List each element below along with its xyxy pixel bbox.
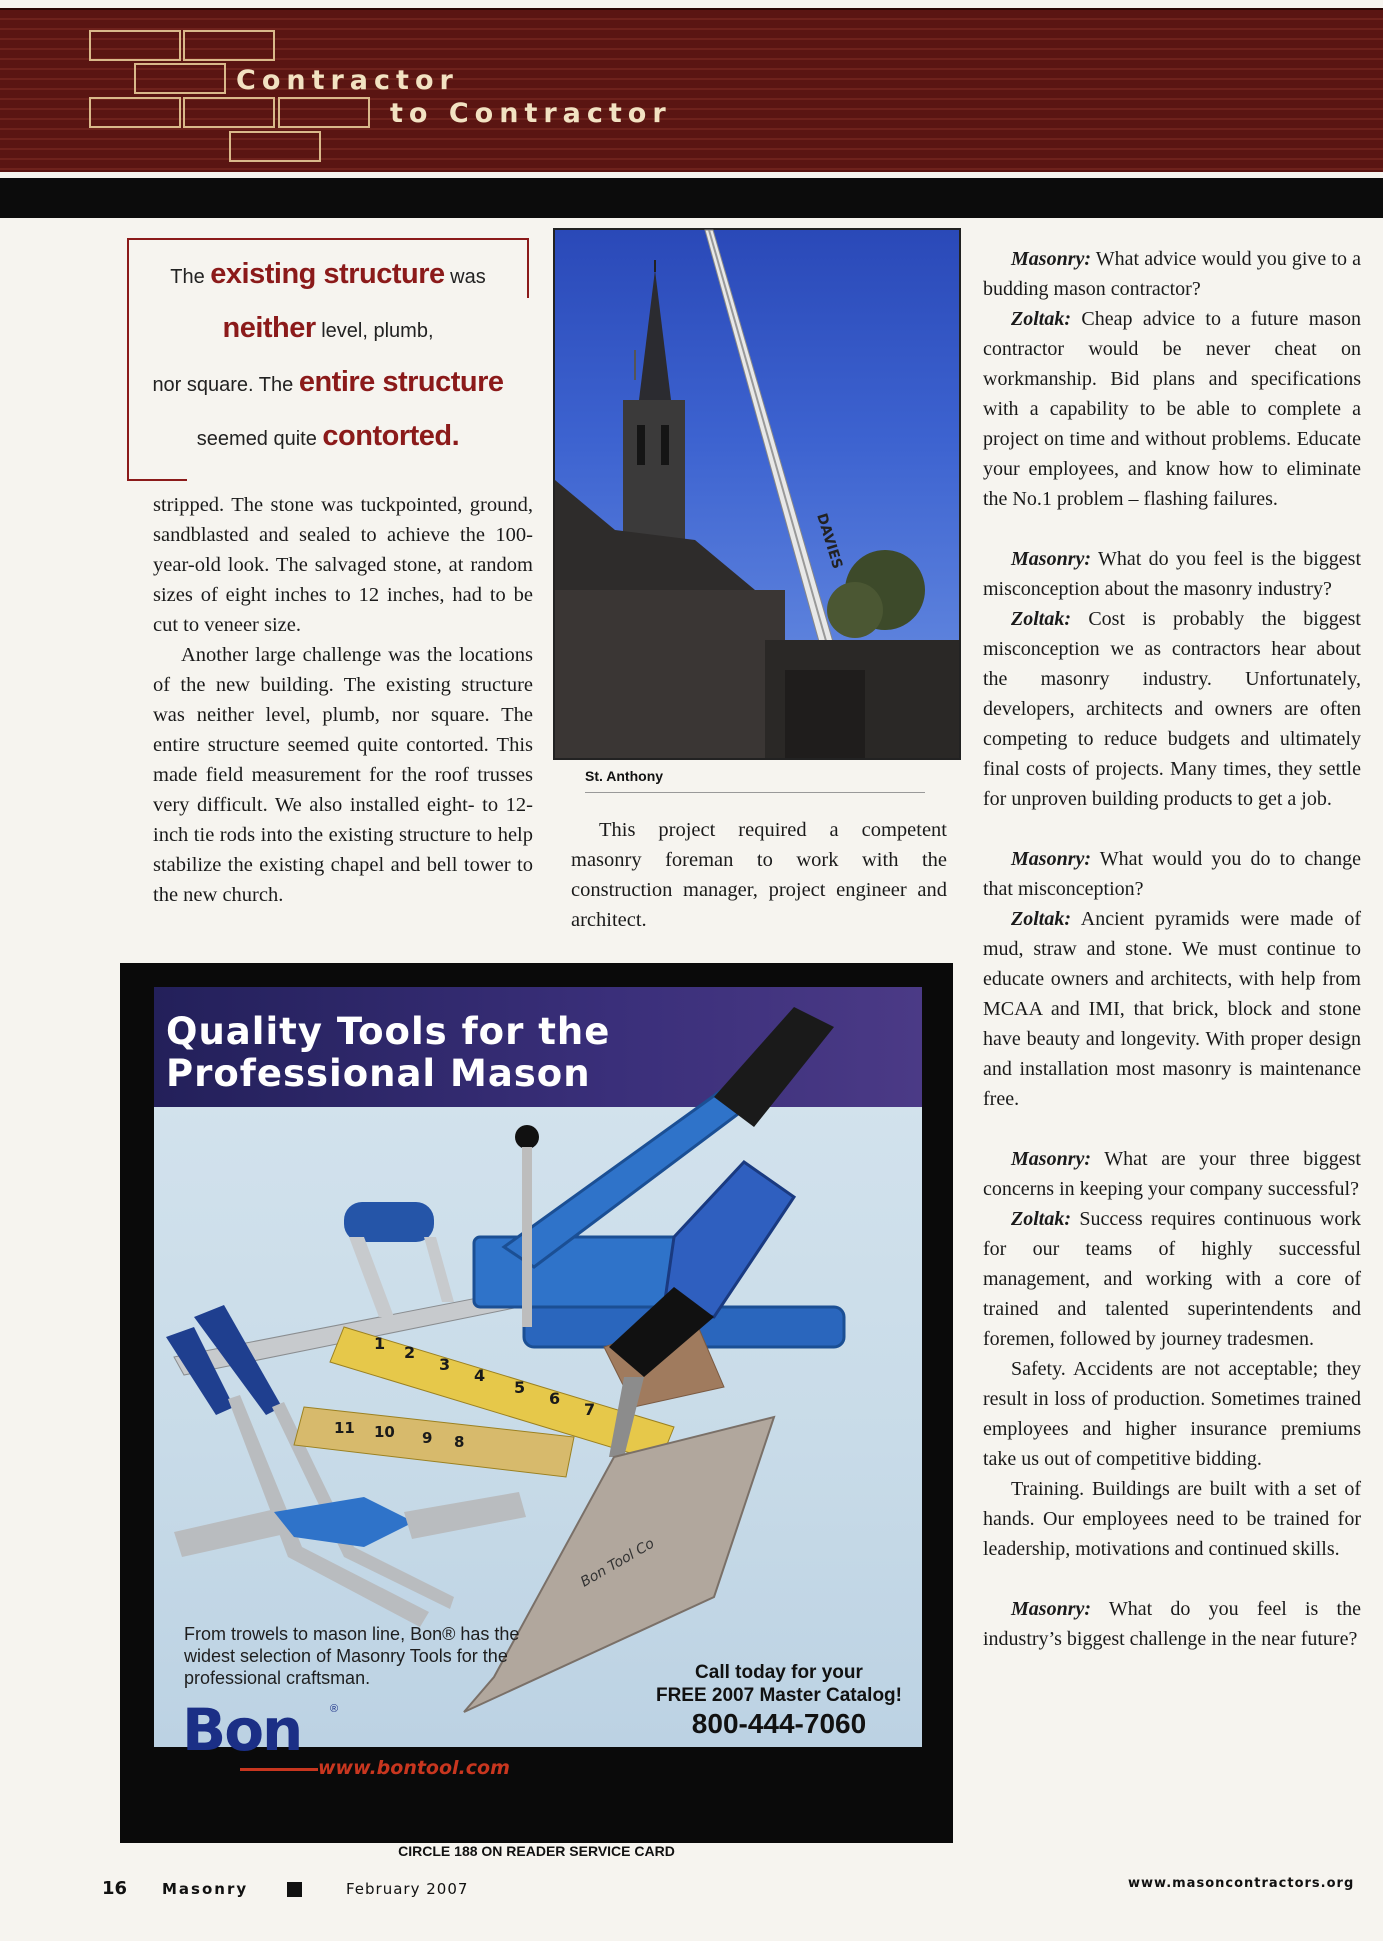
pq-text: was	[444, 266, 486, 288]
ruler-mark: 9	[422, 1429, 433, 1447]
banner-brick	[278, 97, 370, 128]
body-paragraph: This project required a competent masonry foreman to work with the construction manager, project engineer and architect.	[571, 819, 947, 931]
pull-quote	[127, 238, 527, 481]
banner-brick	[229, 131, 321, 162]
interview-answer	[983, 604, 1361, 814]
banner-brick	[183, 97, 275, 128]
pq-text: The	[170, 266, 211, 288]
interview-answer	[983, 904, 1361, 1114]
interview-question	[983, 844, 1361, 904]
section-title-line2: to Contractor	[390, 98, 672, 129]
pq-text: seemed quite	[196, 428, 323, 450]
bon-logo: Bon	[182, 1696, 302, 1764]
banner-brick	[89, 97, 181, 128]
banner-brick	[183, 30, 275, 61]
ad-website-link[interactable]: www.bontool.com	[318, 1757, 510, 1779]
ruler-mark: 1	[374, 1334, 386, 1353]
body-paragraph: stripped. The stone was tuckpointed, ground, sandblasted and sealed to achieve the 100-year-old look. The salvaged stone, at random sizes of eight inches to 12 inches, had to be cut to veneer size.	[153, 494, 533, 636]
ruler-mark: 2	[404, 1343, 416, 1362]
question-text: What are your three biggest concerns in keeping your company successful?	[983, 1148, 1361, 1200]
speaker-label: Zoltak:	[1011, 908, 1071, 930]
interview-question	[983, 1144, 1361, 1204]
interview-answer	[983, 304, 1361, 514]
trowel-engraving: Bon Tool Co	[578, 1535, 658, 1591]
article-column-1	[153, 490, 533, 910]
interview-answer	[983, 1204, 1361, 1354]
section-banner	[0, 8, 1383, 172]
footer-magazine: Masonry	[162, 1880, 249, 1898]
pq-emphasis: contorted.	[322, 420, 460, 452]
ruler-mark: 4	[474, 1366, 486, 1385]
ruler-mark: 7	[584, 1400, 596, 1419]
section-title-line1: Contractor	[236, 65, 459, 96]
pull-quote-line	[129, 366, 527, 399]
answer-text: Ancient pyramids were made of mud, straw and stone. We must continue to educate owners and architects, with help from MCAA and IMI, that brick, block and stone have beauty and longevity. With proper design and installation most masonry is maintenance free.	[983, 908, 1361, 1110]
body-paragraph: Another large challenge was the locations of the new building. The existing structure was neither level, plumb, nor square. The entire structure seemed quite contorted. This made field measurement for the roof trusses very difficult. We also installed eight- to 12-inch tie rods into the existing structure to help stabilize the existing chapel and bell tower to the new church.	[153, 644, 533, 906]
reader-service-note: CIRCLE 188 ON READER SERVICE CARD	[398, 1843, 675, 1859]
pq-emphasis: existing structure	[210, 258, 445, 290]
ad-panel	[154, 987, 922, 1779]
pq-emphasis: neither	[222, 312, 316, 344]
ad-phone-number[interactable]: 800-444-7060	[691, 1708, 867, 1739]
photo-caption: St. Anthony	[585, 768, 664, 784]
question-text: What would you do to change that misconception?	[983, 848, 1361, 900]
banner-brick	[89, 30, 181, 61]
header-divider-bar	[0, 178, 1383, 218]
speaker-label: Zoltak:	[1011, 608, 1071, 630]
ad-blurb: From trowels to mason line, Bon® has the widest selection of Masonry Tools for the professional craftsman.	[184, 1624, 520, 1688]
pq-text: nor square. The	[152, 374, 299, 396]
ruler-mark: 6	[549, 1389, 561, 1408]
footer-website[interactable]: www.masoncontractors.org	[1128, 1876, 1355, 1891]
bon-logo-registered: ®	[330, 1703, 339, 1715]
pull-quote-line	[129, 258, 527, 291]
pq-emphasis: entire structure	[298, 366, 504, 398]
interview-question	[983, 244, 1361, 304]
body-paragraph: Training. Buildings are built with a set of hands. Our employees need to be trained for leadership, motivations and continued skills.	[983, 1478, 1361, 1560]
speaker-label: Masonry:	[1011, 248, 1092, 270]
answer-text: Cheap advice to a future mason contractor would be never cheat on workmanship. Bid plans and specifications with a capability to be able to complete a project on time and without problems. Educate your employees, and know how to eliminate the No.1 problem – flashing failures.	[983, 308, 1361, 510]
footer-square-icon	[287, 1882, 302, 1897]
speaker-label: Masonry:	[1011, 848, 1092, 870]
ad-headline-line: Quality Tools for the	[166, 1010, 611, 1053]
speaker-label: Zoltak:	[1011, 308, 1071, 330]
ad-call-line: FREE 2007 Master Catalog!	[655, 1685, 902, 1706]
ruler-mark: 10	[374, 1423, 395, 1441]
question-text: What do you feel is the industry’s biggest challenge in the near future?	[983, 1598, 1361, 1650]
answer-text: Cost is probably the biggest misconception we as contractors hear about the masonry industry. Unfortunately, developers, architects and owners are often competing to reduce budgets and ultimately final costs of projects. Many times, they settle for unproven building products to get a job.	[983, 608, 1361, 810]
footer-page-number: 16	[102, 1878, 128, 1899]
speaker-label: Masonry:	[1011, 1598, 1092, 1620]
church-photo	[553, 228, 961, 760]
speaker-label: Zoltak:	[1011, 1208, 1071, 1230]
ad-headline-line: Professional Mason	[166, 1052, 591, 1095]
ad-url-rule	[240, 1768, 318, 1771]
article-column-3	[983, 244, 1361, 1654]
ruler-mark: 8	[454, 1433, 465, 1451]
church-crane-illustration	[555, 230, 959, 758]
ruler-mark: 3	[439, 1355, 451, 1374]
pull-quote-line	[129, 312, 527, 345]
pull-quote-line	[129, 420, 527, 453]
question-text: What do you feel is the biggest misconception about the masonry industry?	[983, 548, 1361, 600]
answer-text: Success requires continuous work for our teams of highly successful management, and working with a core of trained and talented superintendents and foremen, followed by journey tradesmen.	[983, 1208, 1361, 1350]
speaker-label: Masonry:	[1011, 1148, 1092, 1170]
ad-call-to-action	[656, 1661, 902, 1741]
ad-call-line: Call today for your	[695, 1662, 863, 1683]
bon-tools-advertisement[interactable]	[120, 963, 953, 1843]
article-column-2	[571, 815, 947, 935]
caption-rule	[585, 792, 925, 793]
interview-question	[983, 544, 1361, 604]
banner-brick	[134, 63, 226, 94]
body-paragraph: Safety. Accidents are not acceptable; they result in loss of production. Sometimes trained employees and higher insurance premiums take us out of competitive bidding.	[983, 1358, 1361, 1470]
ruler-mark: 11	[334, 1419, 355, 1437]
pq-text: level, plumb,	[315, 320, 434, 342]
crane-label: DAVIES	[813, 511, 846, 571]
interview-question	[983, 1594, 1361, 1654]
footer-date: February 2007	[346, 1880, 469, 1898]
speaker-label: Masonry:	[1011, 548, 1092, 570]
ruler-mark: 5	[514, 1378, 526, 1397]
question-text: What advice would you give to a budding mason contractor?	[983, 248, 1361, 300]
